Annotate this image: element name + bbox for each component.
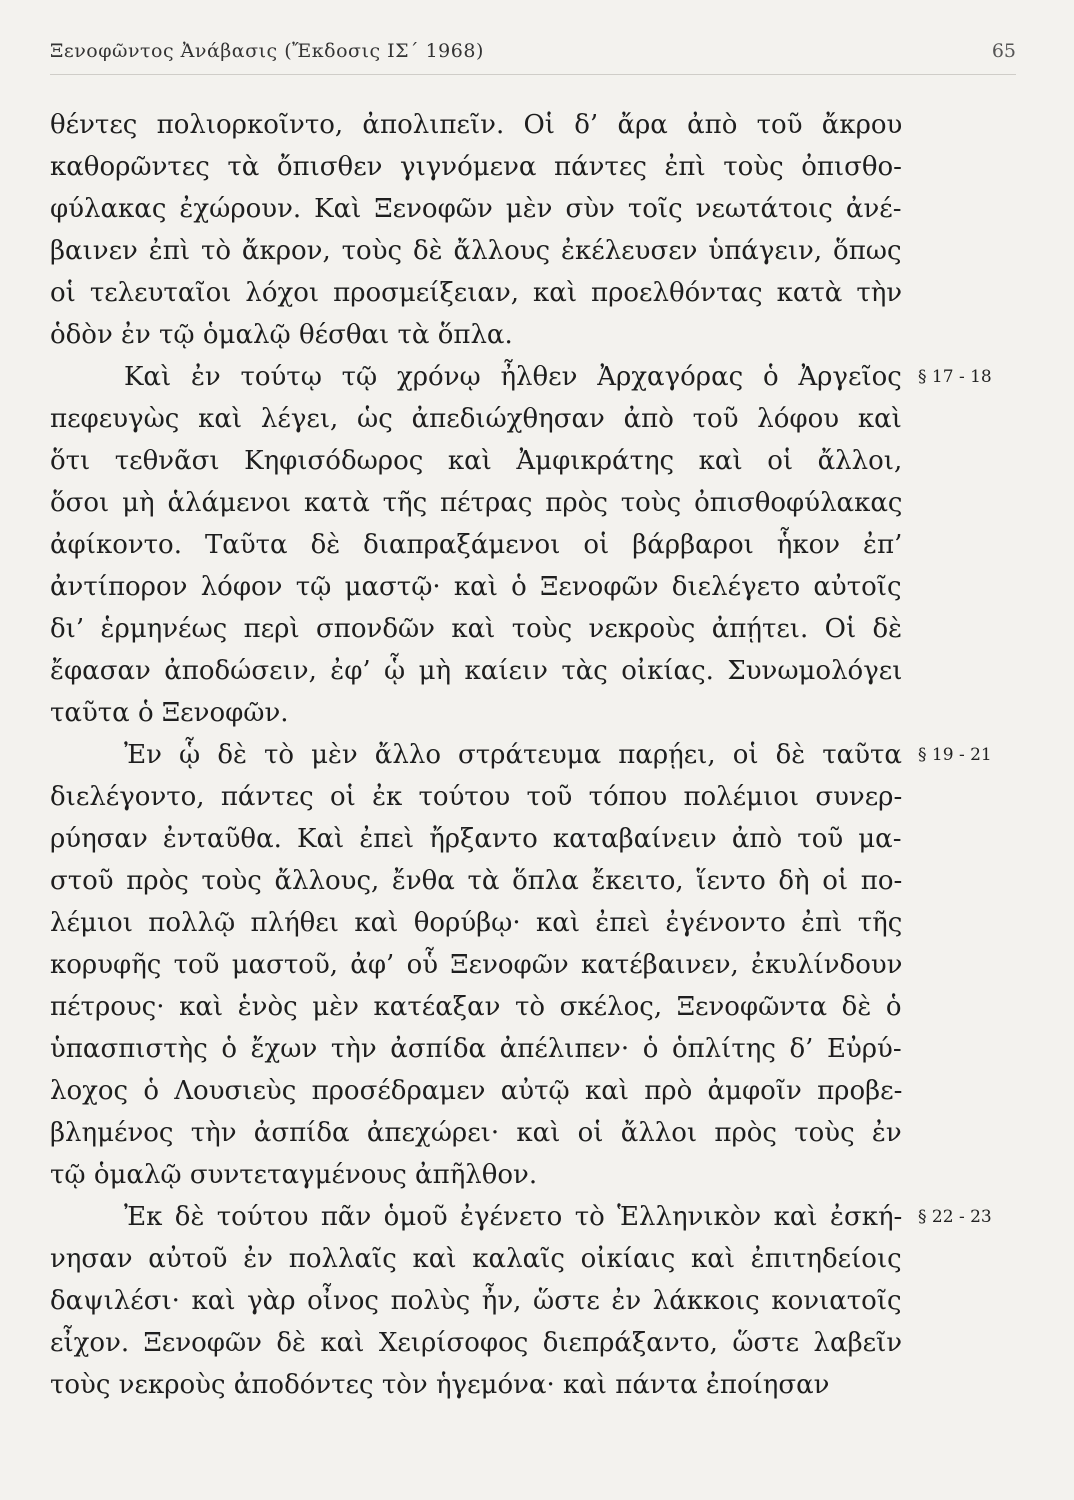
text-line: οἱ τελευταῖοι λόχοι προσμείξειαν, καὶ προελθόντας κατὰ τὴν	[50, 278, 902, 308]
text-line: φύλακας ἐχώρουν. Καὶ Ξενοφῶν μὲν σὺν τοῖς νεωτάτοις ἀνέ-	[50, 194, 902, 224]
text-line: ὅσοι μὴ ἁλάμενοι κατὰ τῆς πέτρας πρὸς τοὺς ὀπισθοφύλακας	[50, 488, 902, 518]
text-line: θέντες πολιορκοῖντο, ἀπολιπεῖν. Οἱ δ’ ἄρα ἀπὸ τοῦ ἄκρου	[50, 110, 902, 140]
section-marker: § 19 - 21	[918, 745, 992, 765]
text-line: βαινεν ἐπὶ τὸ ἄκρον, τοὺς δὲ ἄλλους ἐκέλευσεν ὑπάγειν, ὅπως	[50, 236, 902, 266]
text-line: βλημένος τὴν ἀσπίδα ἀπεχώρει· καὶ οἱ ἄλλοι πρὸς τοὺς ἐν	[50, 1118, 902, 1148]
text-line: δι’ ἑρμηνέως περὶ σπονδῶν καὶ τοὺς νεκροὺς ἀπῄτει. Οἱ δὲ	[50, 614, 902, 644]
page-number: 65	[991, 40, 1016, 62]
text-line: ρύησαν ἐνταῦθα. Καὶ ἐπεὶ ἤρξαντο καταβαίνειν ἀπὸ τοῦ μα-	[50, 824, 902, 854]
text-line: τοὺς νεκροὺς ἀποδόντες τὸν ἡγεμόνα· καὶ πάντα ἐποίησαν	[50, 1370, 830, 1400]
text-line: ἀφίκοντο. Ταῦτα δὲ διαπραξάμενοι οἱ βάρβαροι ἧκον ἐπ’	[50, 530, 902, 560]
text-line: ἔφασαν ἀποδώσειν, ἐφ’ ᾧ μὴ καίειν τὰς οἰκίας. Συνωμολόγει	[50, 656, 902, 686]
text-line: ὅτι τεθνᾶσι Κηφισόδωρος καὶ Ἀμφικράτης καὶ οἱ ἄλλοι,	[50, 446, 902, 476]
text-line: λοχος ὁ Λουσιεὺς προσέδραμεν αὐτῷ καὶ πρὸ ἀμφοῖν προβε-	[50, 1076, 902, 1106]
header-rule	[50, 74, 1016, 75]
text-line: λέμιοι πολλῷ πλήθει καὶ θορύβῳ· καὶ ἐπεὶ ἐγένοντο ἐπὶ τῆς	[50, 908, 902, 938]
text-line: τῷ ὁμαλῷ συντεταγμένους ἀπῆλθον.	[50, 1160, 538, 1190]
text-line: ταῦτα ὁ Ξενοφῶν.	[50, 698, 289, 728]
text-line: Ἐν ᾧ δὲ τὸ μὲν ἄλλο στράτευμα παρῄει, οἱ δὲ ταῦτα	[124, 740, 902, 770]
text-line: εἶχον. Ξενοφῶν δὲ καὶ Χειρίσοφος διεπράξαντο, ὥστε λαβεῖν	[50, 1328, 902, 1358]
text-line: ὁδὸν ἐν τῷ ὁμαλῷ θέσθαι τὰ ὅπλα.	[50, 320, 513, 350]
text-line: κορυφῆς τοῦ μαστοῦ, ἀφ’ οὗ Ξενοφῶν κατέβαινεν, ἐκυλίνδουν	[50, 950, 902, 980]
text-line: Καὶ ἐν τούτῳ τῷ χρόνῳ ἦλθεν Ἀρχαγόρας ὁ Ἀργεῖος	[124, 362, 902, 392]
text-line: διελέγοντο, πάντες οἱ ἐκ τούτου τοῦ τόπου πολέμιοι συνερ-	[50, 782, 902, 812]
text-line: πεφευγὼς καὶ λέγει, ὡς ἀπεδιώχθησαν ἀπὸ τοῦ λόφου καὶ	[50, 404, 902, 434]
text-line: καθορῶντες τὰ ὄπισθεν γιγνόμενα πάντες ἐπὶ τοὺς ὀπισθο-	[50, 152, 902, 182]
text-line: νησαν αὐτοῦ ἐν πολλαῖς καὶ καλαῖς οἰκίαις καὶ ἐπιτηδείοις	[50, 1244, 902, 1274]
text-line: ὑπασπιστὴς ὁ ἔχων τὴν ἀσπίδα ἀπέλιπεν· ὁ ὁπλίτης δ’ Εὐρύ-	[50, 1034, 902, 1064]
text-line: ἀντίπορον λόφον τῷ μαστῷ· καὶ ὁ Ξενοφῶν διελέγετο αὐτοῖς	[50, 572, 902, 602]
text-line: δαψιλέσι· καὶ γὰρ οἶνος πολὺς ἦν, ὥστε ἐν λάκκοις κονιατοῖς	[50, 1286, 902, 1316]
section-marker: § 17 - 18	[918, 367, 992, 387]
text-line: Ἐκ δὲ τούτου πᾶν ὁμοῦ ἐγένετο τὸ Ἑλληνικὸν καὶ ἐσκή-	[124, 1202, 902, 1232]
text-line: πέτρους· καὶ ἑνὸς μὲν κατέαξαν τὸ σκέλος, Ξενοφῶντα δὲ ὁ	[50, 992, 902, 1022]
text-line: στοῦ πρὸς τοὺς ἄλλους, ἔνθα τὰ ὅπλα ἔκειτο, ἵεντο δὴ οἱ πο-	[50, 866, 902, 896]
section-marker: § 22 - 23	[918, 1207, 992, 1227]
running-head: Ξενοφῶντος Ἀνάβασις (Ἔκδοσις ΙΣ΄ 1968)	[50, 40, 484, 62]
